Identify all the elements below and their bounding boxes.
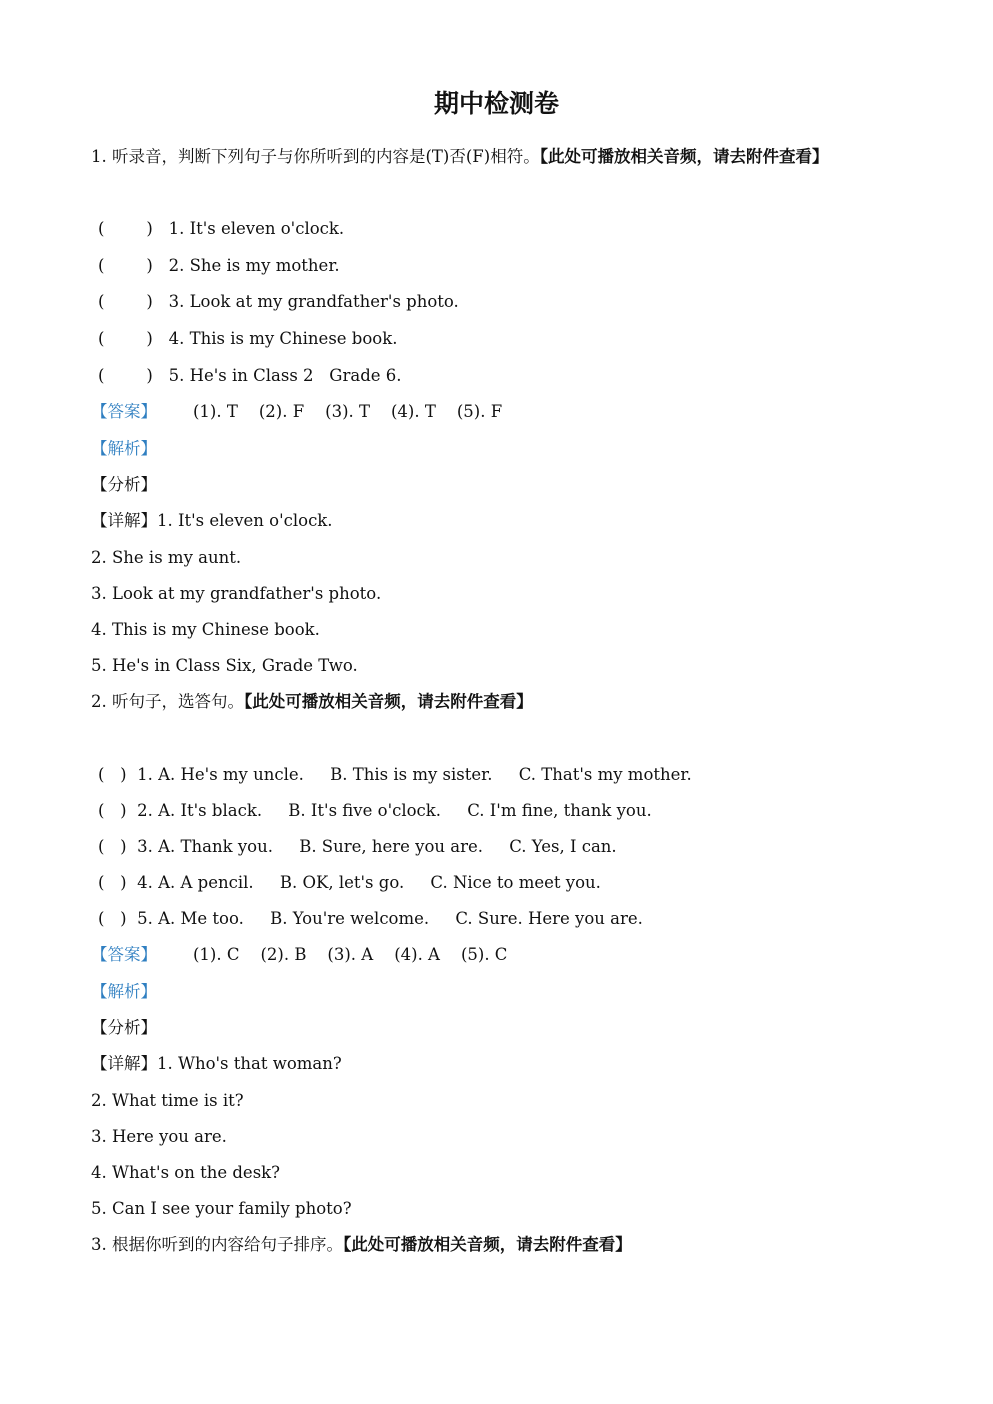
q2-detail-3: 3. Here you are. [91, 1127, 227, 1146]
q2-detail-2: 2. What time is it? [91, 1091, 244, 1110]
q3-stem [91, 1234, 632, 1256]
q3-audio-note: 【此处可播放相关音频，请去附件查看】 [343, 1235, 632, 1254]
q2-item-3-text: 3. A. Thank you. B. Sure, here you are. C. Yes, I can. [137, 837, 617, 856]
q1-detail-3: 3. Look at my grandfather's photo. [91, 584, 382, 603]
q2-item-5-paren: ( ) [98, 909, 127, 928]
q2-stem-text: 2. 听句子，选答句。 [91, 692, 244, 711]
q2-item-4-text: 4. A. A pencil. B. OK, let's go. C. Nice to meet you. [137, 873, 601, 892]
q1-detail-label: 【详解】 [91, 511, 157, 530]
q1-answer-label: 【答案】 [91, 402, 157, 421]
q2-item-3 [98, 836, 617, 858]
q2-item-2-text: 2. A. It's black. B. It's five o'clock. C. I'm fine, thank you. [137, 801, 652, 820]
q1-detail-text-1: 1. It's eleven o'clock. [157, 511, 333, 530]
q1-item-3-paren: ( ) [98, 292, 153, 311]
q1-item-5 [98, 365, 402, 387]
q2-detail-5: 5. Can I see your family photo? [91, 1199, 352, 1218]
q1-item-1-text: 1. It's eleven o'clock. [168, 219, 345, 238]
q2-item-4 [98, 872, 601, 894]
q1-item-3-text: 3. Look at my grandfather's photo. [168, 292, 459, 311]
q2-stem [91, 691, 533, 713]
q2-item-4-paren: ( ) [98, 873, 127, 892]
q1-fenxi-label: 【分析】 [91, 475, 157, 494]
q1-item-2 [98, 255, 340, 277]
q2-fenxi-label: 【分析】 [91, 1018, 157, 1037]
q1-detail-2: 2. She is my aunt. [91, 548, 242, 567]
q1-answer-values: (1). T (2). F (3). T (4). T (5). F [193, 402, 503, 421]
q2-answer [91, 944, 507, 966]
q1-detail-5: 5. He's in Class Six, Grade Two. [91, 656, 358, 675]
q2-item-1 [98, 764, 692, 786]
q2-answer-values: (1). C (2). B (3). A (4). A (5). C [193, 945, 508, 964]
q2-item-2-paren: ( ) [98, 801, 127, 820]
q2-detail-label: 【详解】 [91, 1054, 157, 1073]
q1-item-5-text: 5. He's in Class 2 Grade 6. [168, 366, 402, 385]
q2-item-2 [98, 800, 652, 822]
q2-item-1-text: 1. A. He's my uncle. B. This is my sister. C. That's my mother. [137, 765, 692, 784]
q1-item-5-paren: ( ) [98, 366, 153, 385]
q2-analysis-label: 【解析】 [91, 982, 157, 1001]
q1-item-4-text: 4. This is my Chinese book. [168, 329, 398, 348]
q1-item-1-paren: ( ) [98, 219, 153, 238]
q2-item-3-paren: ( ) [98, 837, 127, 856]
q1-detail-1 [91, 510, 333, 532]
q1-stem [91, 146, 828, 168]
q1-analysis-label: 【解析】 [91, 439, 157, 458]
q1-item-1 [98, 218, 344, 240]
q1-item-3 [98, 291, 459, 313]
q1-item-4 [98, 328, 397, 350]
q2-item-5 [98, 908, 643, 930]
q2-item-1-paren: ( ) [98, 765, 127, 784]
q1-stem-text: 1. 听录音，判断下列句子与你所听到的内容是(T)否(F)相符。 [91, 147, 540, 166]
q2-answer-label: 【答案】 [91, 945, 157, 964]
q3-stem-text: 3. 根据你听到的内容给句子排序。 [91, 1235, 343, 1254]
q1-audio-note: 【此处可播放相关音频，请去附件查看】 [539, 147, 829, 166]
page-title: 期中检测卷 [433, 89, 559, 118]
q2-detail-1 [91, 1053, 342, 1075]
q2-audio-note: 【此处可播放相关音频，请去附件查看】 [244, 692, 533, 711]
q1-item-2-text: 2. She is my mother. [168, 256, 340, 275]
q1-answer [91, 401, 502, 423]
q1-detail-4: 4. This is my Chinese book. [91, 620, 320, 639]
q1-item-4-paren: ( ) [98, 329, 153, 348]
q2-item-5-text: 5. A. Me too. B. You're welcome. C. Sure. Here you are. [137, 909, 643, 928]
q1-item-2-paren: ( ) [98, 256, 153, 275]
q2-detail-4: 4. What's on the desk? [91, 1163, 281, 1182]
q2-detail-text-1: 1. Who's that woman? [157, 1054, 342, 1073]
